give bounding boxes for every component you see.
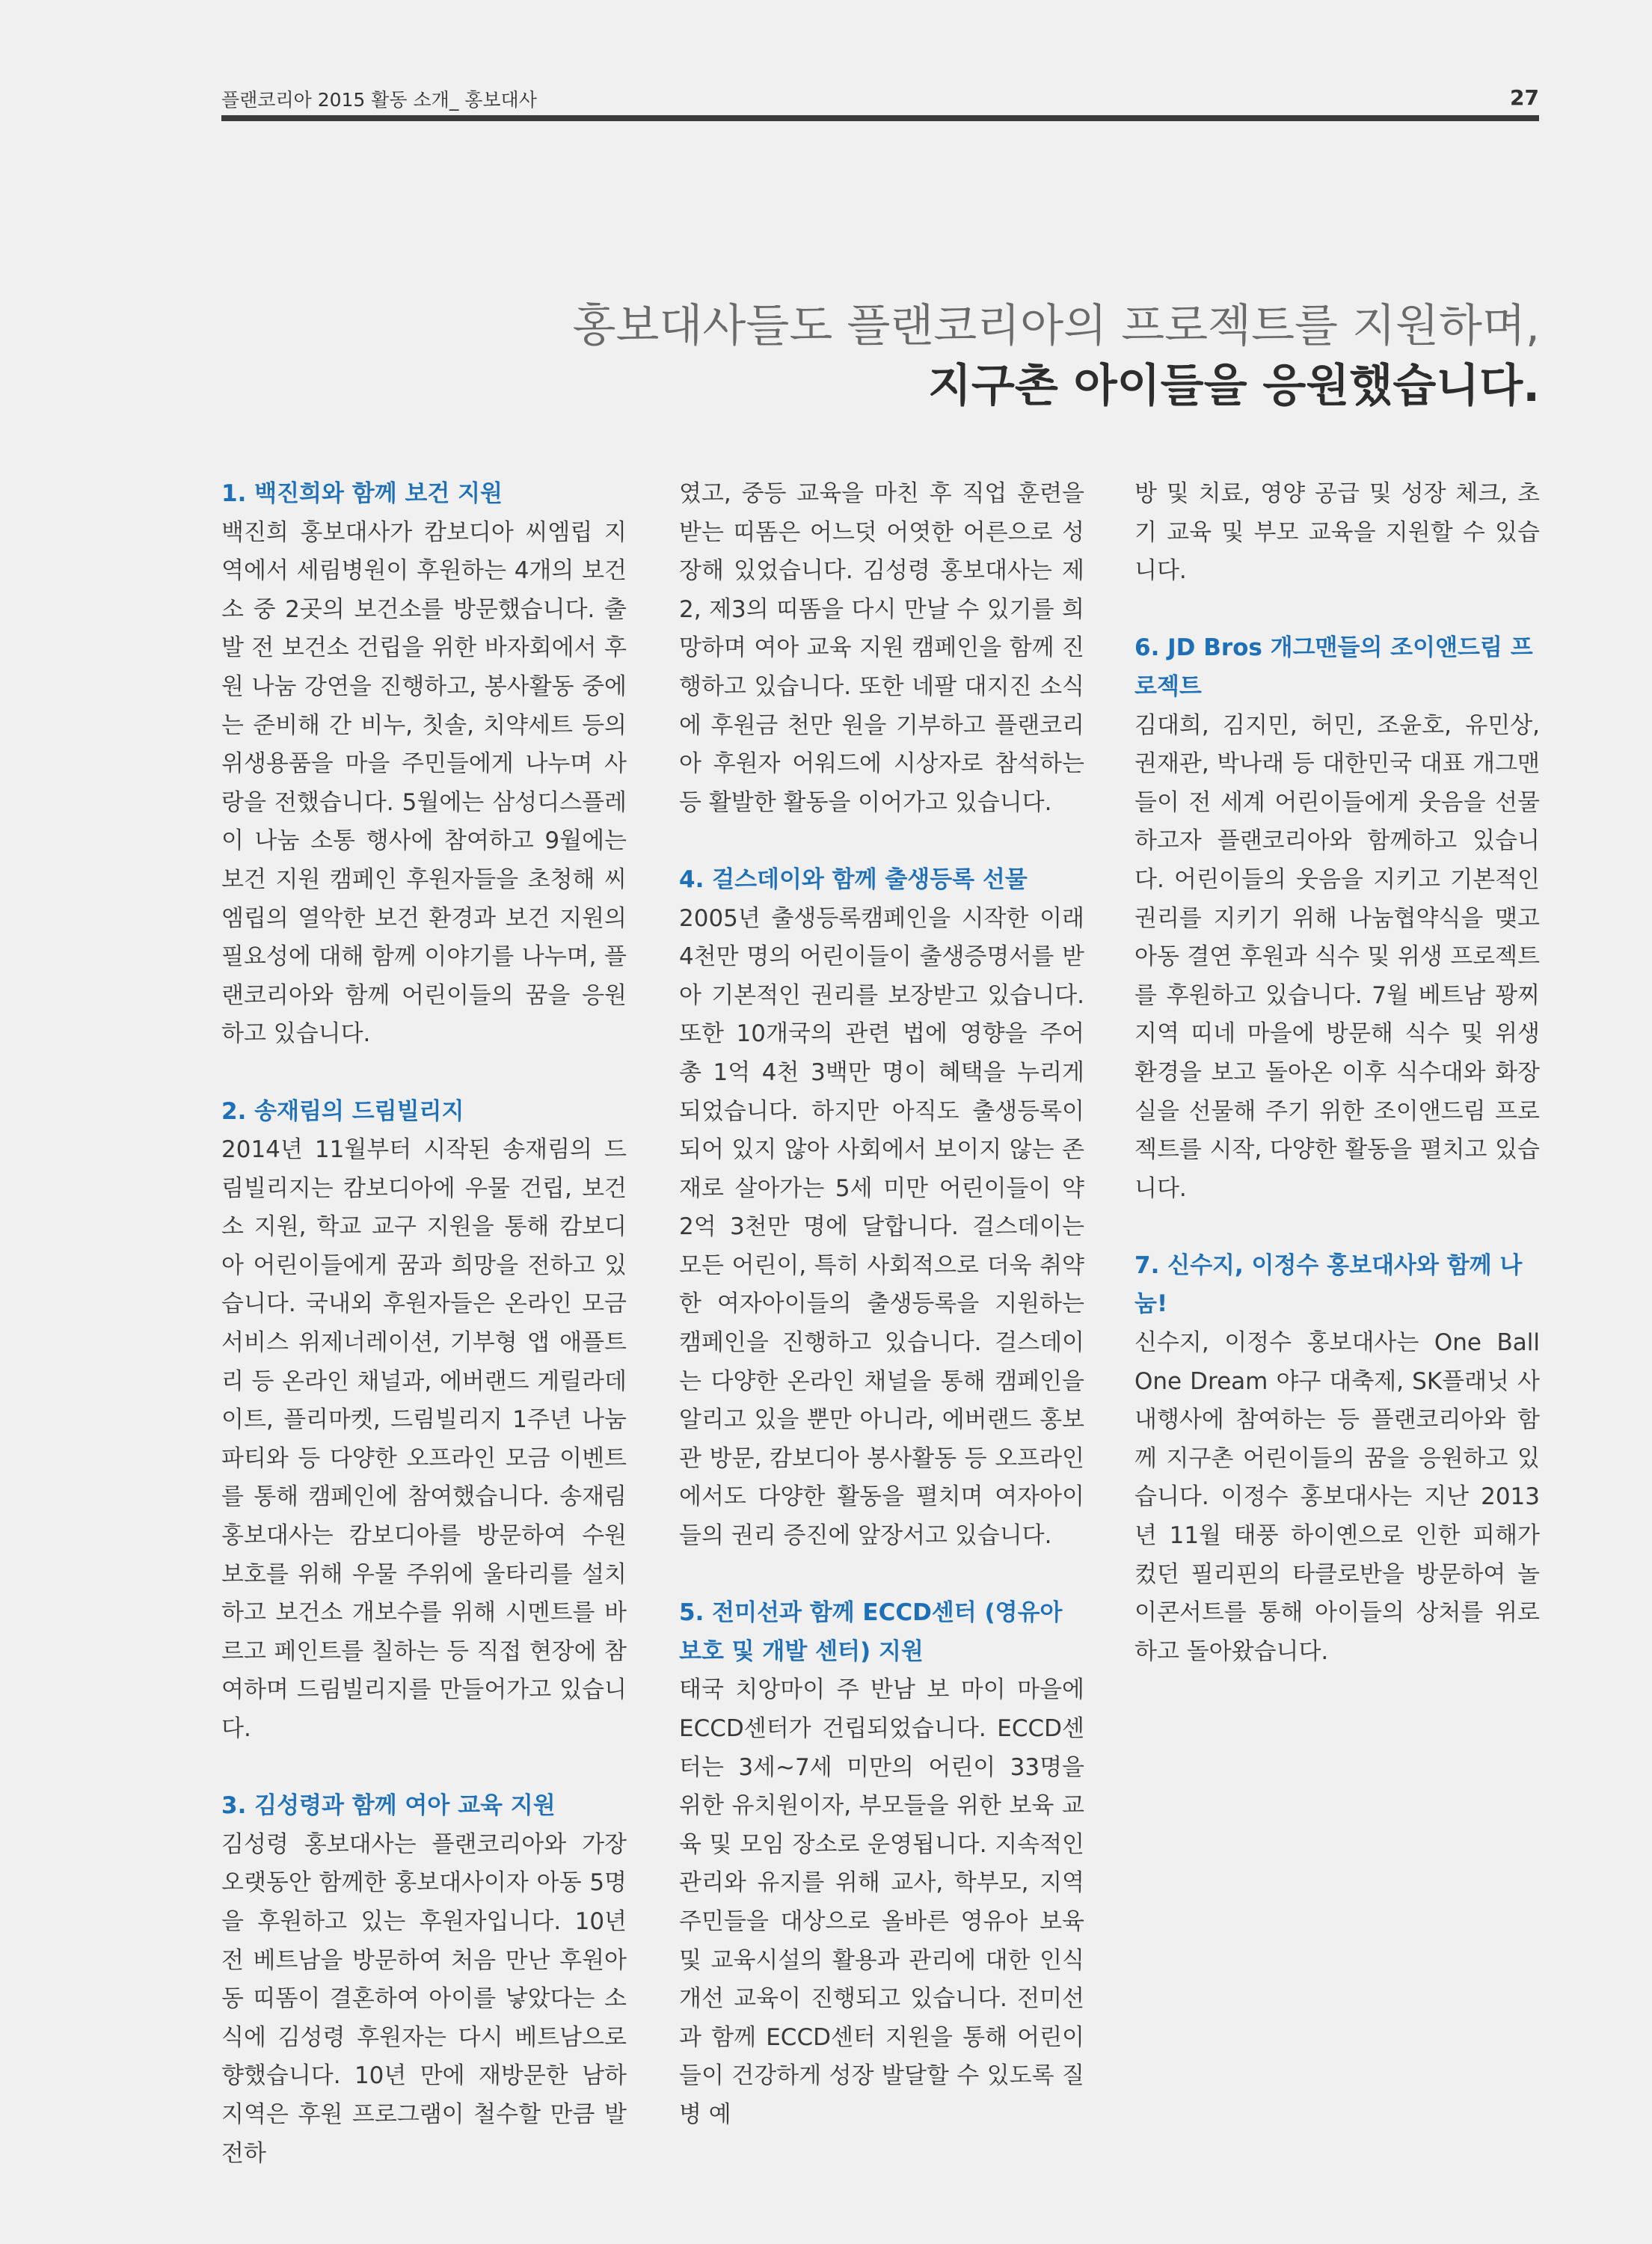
header-rule	[221, 115, 1539, 121]
section-2-body: 2014년 11월부터 시작된 송재림의 드림빌리지는 캄보디아에 우물 건립, 보건소 지원, 학교 교구 지원을 통해 캄보디아 어린이들에게 꿈과 희망을 전하고 있습니다. 국내외 후원자들은 온라인 모금 서비스 위제너레이션, 기부형 앱 애플트리 등 온라인 채널과, 에버랜드 게릴라데이트, 플리마켓, 드림빌리지 1주년 나눔파티와 등 다양한 오프라인 모금 이벤트를 통해 캠페인에 참여했습니다. 송재림 홍보대사는 캄보디아를 방문하여 수원 보호를 위해 우물 주위에 울타리를 설치하고 보건소 개보수를 위해 시멘트를 바르고 페인트를 칠하는 등 직접 현장에 참여하며 드림빌리지를 만들어가고 있습니다.	[221, 1136, 627, 1742]
section-1-body: 백진희 홍보대사가 캄보디아 씨엠립 지역에서 세림병원이 후원하는 4개의 보건소 중 2곳의 보건소를 방문했습니다. 출발 전 보건소 건립을 위한 바자회에서 후원 나눔 강연을 진행하고, 봉사활동 중에는 준비해 간 비누, 칫솔, 치약세트 등의 위생용품을 마을 주민들에게 나누며 사랑을 전했습니다. 5월에는 삼성디스플레이 나눔 소통 행사에 참여하고 9월에는 보건 지원 캠페인 후원자들을 초청해 씨엠립의 열악한 보건 환경과 보건 지원의 필요성에 대해 함께 이야기를 나누며, 플랜코리아와 함께 어린이들의 꿈을 응원하고 있습니다.	[221, 518, 627, 1048]
section-2-title: 2. 송재림의 드림빌리지	[221, 1097, 464, 1125]
running-title: 플랜코리아 2015 활동 소개_ 홍보대사	[221, 89, 537, 111]
column-3	[1134, 475, 1540, 1671]
section-7-body: 신수지, 이정수 홍보대사는 One Ball One Dream 야구 대축제, SK플래닛 사내행사에 참여하는 등 플랜코리아와 함께 지구촌 어린이들의 꿈을 응원하고 있습니다. 이정수 홍보대사는 지난 2013년 11월 태풍 하이옌으로 인한 피해가 컸던 필리핀의 타클로반을 방문하여 놀이콘서트를 통해 아이들의 상처를 위로하고 돌아왔습니다.	[1134, 1329, 1540, 1665]
section-3-title: 3. 김성령과 함께 여아 교육 지원	[221, 1792, 556, 1820]
section-3-body-continued: 였고, 중등 교육을 마친 후 직업 훈련을 받는 띠똠은 어느덧 어엿한 어른으로 성장해 있었습니다. 김성령 홍보대사는 제2, 제3의 띠똠을 다시 만날 수 있기를 희망하며 여아 교육 지원 캠페인을 함께 진행하고 있습니다. 또한 네팔 대지진 소식에 후원금 천만 원을 기부하고 플랜코리아 후원자 어워드에 시상자로 참석하는 등 활발한 활동을 이어가고 있습니다.	[679, 480, 1084, 816]
section-5-title: 5. 전미선과 함께 ECCD센터 (영유아 보호 및 개발 센터) 지원	[679, 1599, 1063, 1665]
section-4-title: 4. 걸스데이와 함께 출생등록 선물	[679, 865, 1028, 893]
section-1-title: 1. 백진희와 함께 보건 지원	[221, 480, 503, 507]
section-5-body: 태국 치앙마이 주 반남 보 마이 마을에 ECCD센터가 건립되었습니다. ECCD센터는 3세~7세 미만의 어린이 33명을 위한 유치원이자, 부모들을 위한 보육 교육 및 모임 장소로 운영됩니다. 지속적인 관리와 유지를 위해 교사, 학부모, 지역 주민들을 대상으로 올바른 영유아 보육 및 교육시설의 활용과 관리에 대한 인식 개선 교육이 진행되고 있습니다. 전미선과 함께 ECCD센터 지원을 통해 어린이들이 건강하게 성장 발달할 수 있도록 질병 예	[679, 1676, 1084, 2128]
headline-line-2: 지구촌 아이들을 응원했습니다.	[927, 360, 1540, 412]
section-3-body: 김성령 홍보대사는 플랜코리아와 가장 오랫동안 함께한 홍보대사이자 아동 5명을 후원하고 있는 후원자입니다. 10년 전 베트남을 방문하여 처음 만난 후원아동 띠똠이 결혼하여 아이를 낳았다는 소식에 김성령 후원자는 다시 베트남으로 향했습니다. 10년 만에 재방문한 남하 지역은 후원 프로그램이 철수할 만큼 발전하	[221, 1830, 627, 2167]
headline-line-1: 홍보대사들도 플랜코리아의 프로젝트를 지원하며,	[572, 300, 1540, 352]
headline	[568, 296, 1540, 416]
column-1	[221, 475, 627, 2173]
section-6-body: 김대희, 김지민, 허민, 조윤호, 유민상, 권재관, 박나래 등 대한민국 대표 개그맨들이 전 세계 어린이들에게 웃음을 선물하고자 플랜코리아와 함께하고 있습니다. 어린이들의 웃음을 지키고 기본적인 권리를 지키기 위해 나눔협약식을 맺고 아동 결연 후원과 식수 및 위생 프로젝트를 후원하고 있습니다. 7월 베트남 꽝찌 지역 띠네 마을에 방문해 식수 및 위생 환경을 보고 돌아온 이후 식수대와 화장실을 선물해 주기 위한 조이앤드림 프로젝트를 시작, 다양한 활동을 펼치고 있습니다.	[1134, 711, 1540, 1202]
section-5-body-continued: 방 및 치료, 영양 공급 및 성장 체크, 초기 교육 및 부모 교육을 지원할 수 있습니다.	[1134, 480, 1540, 585]
page-number: 27	[1510, 85, 1539, 110]
section-6-title: 6. JD Bros 개그맨들의 조이앤드림 프로젝트	[1134, 634, 1533, 700]
section-4-body: 2005년 출생등록캠페인을 시작한 이래 4천만 명의 어린이들이 출생증명서를 받아 기본적인 권리를 보장받고 있습니다. 또한 10개국의 관련 법에 영향을 주어 총 1억 4천 3백만 명이 혜택을 누리게 되었습니다. 하지만 아직도 출생등록이 되어 있지 않아 사회에서 보이지 않는 존재로 살아가는 5세 미만 어린이들이 약 2억 3천만 명에 달합니다. 걸스데이는 모든 어린이, 특히 사회적으로 더욱 취약한 여자아이들의 출생등록을 지원하는 캠페인을 진행하고 있습니다. 걸스데이는 다양한 온라인 채널을 통해 캠페인을 알리고 있을 뿐만 아니라, 에버랜드 홍보관 방문, 캄보디아 봉사활동 등 오프라인에서도 다양한 활동을 펼치며 여자아이들의 권리 증진에 앞장서고 있습니다.	[679, 904, 1084, 1550]
section-7-title: 7. 신수지, 이정수 홍보대사와 함께 나눔!	[1134, 1251, 1523, 1318]
column-2	[679, 475, 1084, 2135]
